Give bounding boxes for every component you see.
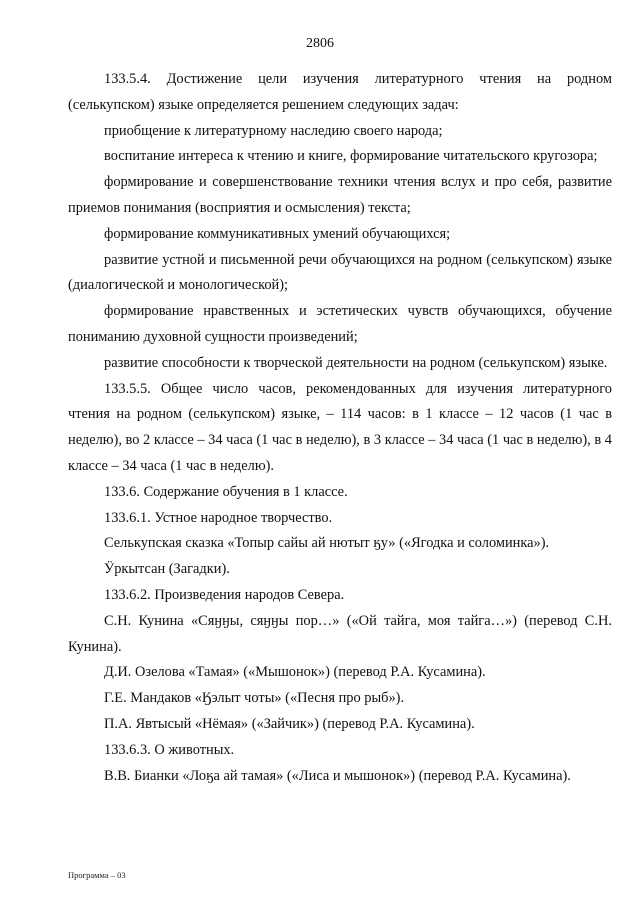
paragraph-mandakov: Г.Е. Мандаков «Ӄэлыт чоты» («Песня про рыб»).	[104, 690, 405, 707]
page-number: 2806	[306, 36, 334, 51]
paragraph-yavtysy: П.А. Явтысый «Нёмая» («Зайчик») (перевод Р.А. Кусамина).	[104, 715, 475, 732]
paragraph-133-5-4: 133.5.4. Достижение цели изучения литературного чтения на родном (селькупском) языке определяется решением следующих задач:	[68, 71, 612, 113]
paragraph-133-5-5: 133.5.5. Общее число часов, рекомендованных для изучения литературного чтения на родном (селькупском) языке, – 114 часов: в 1 классе – 12 часов (1 час в неделю), во 2 классе – 34 часа (1 час в неделю), в 3 классе – 34 часа (1 час в неделю), в 4 классе – 34 часа (1 час в неделю).	[68, 380, 612, 474]
paragraph-task-moral: формирование нравственных и эстетических чувств обучающихся, обучение пониманию духовной сущности произведений;	[68, 303, 612, 345]
paragraph-kunina: С.Н. Кунина «Сяӈӈы, сяӈӈы пор…» («Ой тайга, моя тайга…») (перевод С.Н. Кунина).	[68, 612, 612, 655]
paragraph-bianki: В.В. Бианки «Лоӄа ай тамая» («Лиса и мышонок») (перевод Р.А. Кусамина).	[104, 767, 571, 784]
paragraph-133-6: 133.6. Содержание обучения в 1 классе.	[104, 483, 348, 500]
paragraph-task-reading-technique: формирование и совершенствование техники чтения вслух и про себя, развитие приемов понимания (восприятия и осмысления) текста;	[68, 174, 612, 216]
document-body	[68, 67, 612, 789]
paragraph-fairy-tale: Селькупская сказка «Топыр сайы ай нютыт ӄу» («Ягодка и соломинка»).	[104, 535, 550, 552]
paragraph-task-interest: воспитание интереса к чтению и книге, формирование читательского кругозора;	[104, 148, 598, 165]
paragraph-ozelova: Д.И. Озелова «Тамая» («Мышонок») (перевод Р.А. Кусамина).	[104, 664, 486, 681]
paragraph-133-6-3: 133.6.3. О животных.	[104, 741, 235, 758]
paragraph-133-6-2: 133.6.2. Произведения народов Севера.	[104, 586, 345, 603]
footer-label: Программа – 03	[68, 870, 126, 880]
paragraph-task-heritage: приобщение к литературному наследию своего народа;	[104, 122, 443, 139]
paragraph-task-creativity: развитие способности к творческой деятельности на родном (селькупском) языке.	[104, 354, 608, 371]
paragraph-task-communication: формирование коммуникативных умений обучающихся;	[104, 225, 451, 242]
paragraph-133-6-1: 133.6.1. Устное народное творчество.	[104, 509, 333, 526]
paragraph-task-speech: развитие устной и письменной речи обучающихся на родном (селькупском) языке (диалогической и монологической);	[68, 251, 612, 294]
paragraph-riddles: Ӱркытсан (Загадки).	[104, 561, 230, 578]
